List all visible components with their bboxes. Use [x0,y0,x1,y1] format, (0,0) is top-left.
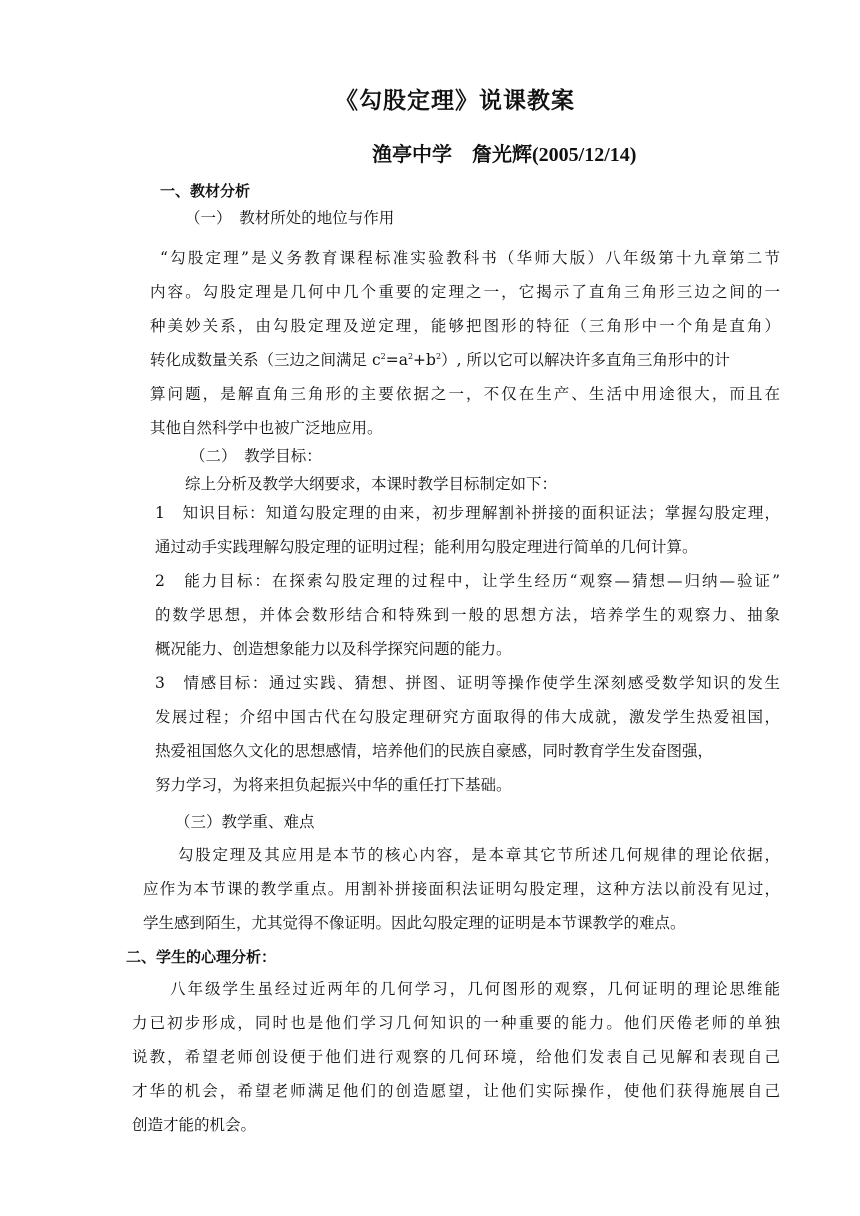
paragraph-text: ）, 所以它可以解决许多直角三角形中的计 [441,351,730,369]
objective-line: 概况能力、创造想象能力以及科学探究问题的能力。 [155,640,512,658]
paragraph-line: 种美妙关系，由勾股定理及逆定理，能够把图形的特征（三角形中一个角是直角） [150,317,780,335]
objective-line: 1 知识目标：知道勾股定理的由来，初步理解割补拼接的面积证法；掌握勾股定理， [155,504,780,522]
document-subtitle [372,138,636,167]
paragraph-line: 内容。勾股定理是几何中几个重要的定理之一，它揭示了直角三角形三边之间的一 [150,283,780,301]
objective-line: 2 能力目标：在探索勾股定理的过程中，让学生经历“观察—猜想—归纳—验证” [155,572,780,590]
date-line: (2005/12/14) [532,144,637,166]
section-heading-psychology: 二、学生的心理分析： [126,948,277,966]
objective-line: 的数学思想，并体会数形结合和特殊到一般的思想方法，培养学生的观察力、抽象 [155,606,780,624]
paragraph-line-formula [150,350,780,370]
subsection-heading-position: （一） 教材所处的地位与作用 [185,209,395,227]
objective-line: 通过动手实践理解勾股定理的证明过程；能利用勾股定理进行简单的几何计算。 [155,538,698,556]
paragraph-line: 算问题，是解直角三角形的主要依据之一，不仅在生产、生活中用途很大，而且在 [150,385,780,403]
document-title: 《勾股定理》说课教案 [335,88,575,114]
objectives-intro: 综上分析及教学大纲要求，本课时教学目标制定如下： [185,475,558,493]
paragraph-line: 其他自然科学中也被广泛地应用。 [150,419,383,437]
objective-line: 发展过程；介绍中国古代在勾股定理研究方面取得的伟大成就，激发学生热爱祖国， [155,708,780,726]
keypoints-line: 应作为本节课的教学重点。用割补拼接面积法证明勾股定理，这种方法以前没有见过， [143,880,780,898]
subsection-heading-objectives: （二） 教学目标： [190,447,322,465]
objective-line: 热爱祖国悠久文化的思想感情，培养他们的民族自豪感，同时教育学生发奋图强， [155,742,714,760]
author-line: 渔亭中学 詹光辉 [372,142,532,166]
subsection-heading-keypoints: （三）教学重、难点 [175,813,315,831]
psychology-line: 说教，希望老师创设便于他们进行观察的几何环境，给他们发表自己见解和表现自己 [132,1048,780,1066]
psychology-line: 创造才能的机会。 [132,1116,257,1134]
paragraph-line: “勾股定理”是义务教育课程标准实验教科书（华师大版）八年级第十九章第二节 [160,249,780,267]
pythagorean-formula: $c^2=a^2+b^2$ [371,351,442,369]
psychology-line: 八年级学生虽经过近两年的几何学习，几何图形的观察，几何证明的理论思维能 [170,980,780,998]
paragraph-text: 转化成数量关系（三边之间满足 [150,351,372,369]
psychology-line: 力已初步形成，同时也是他们学习几何知识的一种重要的能力。他们厌倦老师的单独 [132,1014,780,1032]
section-heading-materials: 一、教材分析 [160,182,251,200]
objective-line: 3 情感目标：通过实践、猜想、拼图、证明等操作使学生深刻感受数学知识的发生 [155,674,780,692]
objective-line: 努力学习，为将来担负起振兴中华的重任打下基础。 [155,776,512,794]
psychology-line: 才华的机会，希望老师满足他们的创造愿望，让他们实际操作，使他们获得施展自己 [132,1082,780,1100]
keypoints-line: 勾股定理及其应用是本节的核心内容，是本章其它节所述几何规律的理论依据， [178,846,780,864]
keypoints-line: 学生感到陌生，尤其觉得不像证明。因此勾股定理的证明是本节课教学的难点。 [143,914,686,932]
